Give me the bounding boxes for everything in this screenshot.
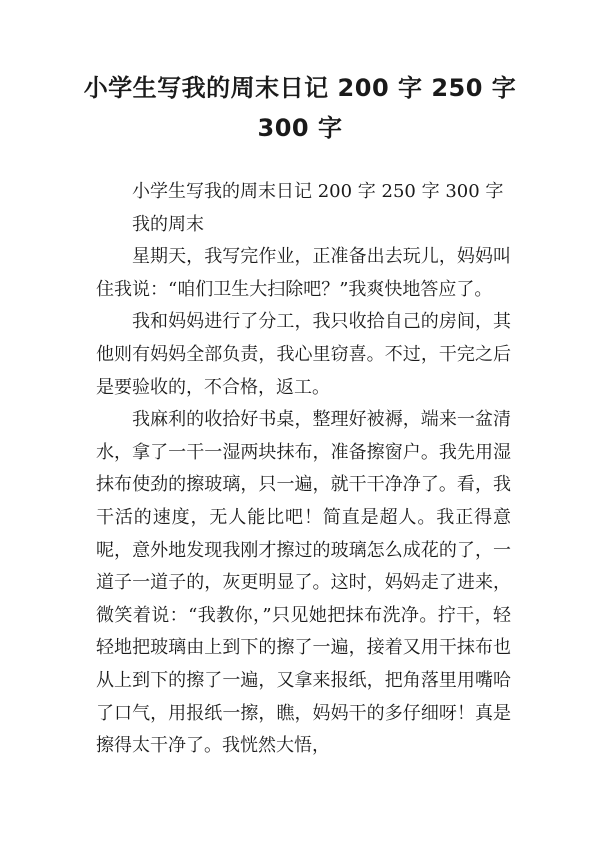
- subtitle-paragraph: 小学生写我的周末日记 200 字 250 字 300 字: [132, 181, 504, 202]
- body-paragraph: 我和妈妈进行了分工，我只收拾自己的房间，其他则有妈妈全部负责，我心里窃喜。不过，干完之后是要验收的，不合格，返工。: [96, 311, 511, 398]
- body-paragraph: 星期天，我写完作业，正准备出去玩儿，妈妈叫住我说：“咱们卫生大扫除吧？”我爽快地答应了。: [96, 246, 511, 300]
- document-title: [80, 68, 520, 148]
- document-body: [96, 176, 511, 763]
- body-paragraph: 我麻利的收拾好书桌，整理好被褥，端来一盆清水，拿了一干一湿两块抹布，准备擦窗户。我先用湿抹布使劲的擦玻璃，只一遍，就干干净净了。看，我干活的速度，无人能比吧！简直是超人。我正得意呢，意外地发现我刚才擦过的玻璃怎么成花的了，一道子一道子的，灰更明显了。这时，妈妈走了进来，微笑着说：“我教你，”只见她把抹布洗净。拧干，轻轻地把玻璃由上到下的擦了一遍，接着又用干抹布也从上到下的擦了一遍，又拿来报纸，把角落里用嘴哈了口气，用报纸一擦，瞧，妈妈干的多仔细呀！真是擦得太干净了。我恍然大悟，: [96, 409, 511, 757]
- title-line-2: 300 字: [257, 114, 343, 142]
- heading-paragraph: 我的周末: [132, 213, 204, 235]
- title-line-1: 小学生写我的周末日记 200 字 250 字: [83, 74, 517, 102]
